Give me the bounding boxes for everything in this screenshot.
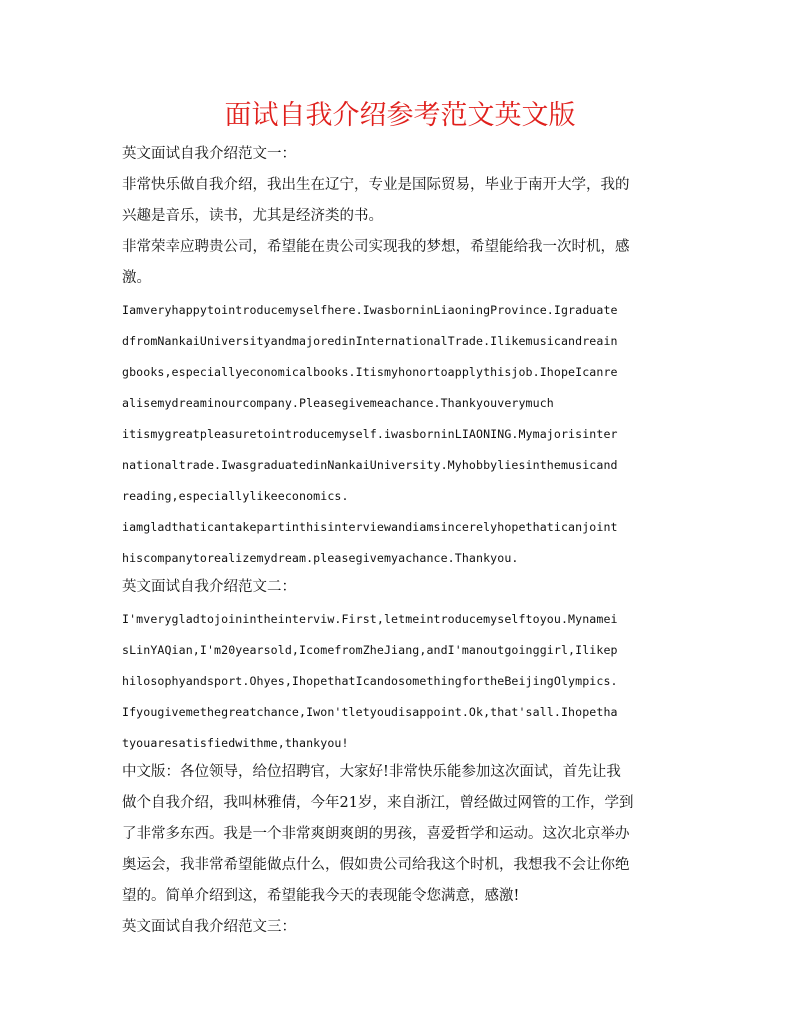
- paragraph-line: Ifyougivemethegreatchance,Iwon'tletyoudisappoint.Ok,that'sall.Ihopetha: [122, 705, 618, 719]
- paragraph-line: dfromNankaiUniversityandmajoredinInternationalTrade.Ilikemusicandreain: [122, 334, 618, 348]
- paragraph-line: Iamveryhappytointroducemyselfhere.IwasborninLiaoningProvince.Igraduate: [122, 303, 618, 317]
- paragraph-line: 非常快乐做自我介绍，我出生在辽宁，专业是国际贸易，毕业于南开大学，我的: [122, 177, 630, 193]
- paragraph-line: 中文版：各位领导，给位招聘官，大家好!非常快乐能参加这次面试，首先让我: [122, 764, 621, 780]
- paragraph-line: sLinYAQian,I'm20yearsold,IcomefromZheJiang,andI'manoutgoinggirl,Ilikep: [122, 643, 618, 657]
- section-heading: 英文面试自我介绍范文二：: [122, 579, 296, 595]
- paragraph-line: gbooks,especiallyeconomicalbooks.Itismyhonortoapplythisjob.IhopeIcanre: [122, 365, 618, 379]
- paragraph-line: alisemydreaminourcompany.Pleasegivemeachance.Thankyouverymuch: [122, 396, 554, 410]
- paragraph-line: 非常荣幸应聘贵公司，希望能在贵公司实现我的梦想，希望能给我一次时机，感: [122, 239, 630, 255]
- paragraph-line: nationaltrade.IwasgraduatedinNankaiUniversity.Myhobbyliesinthemusicand: [122, 458, 618, 472]
- document-title: 面试自我介绍参考范文英文版: [224, 100, 576, 131]
- paragraph-line: 激。: [122, 270, 151, 286]
- paragraph-line: hilosophyandsport.Ohyes,IhopethatIcandosomethingfortheBeijingOlympics.: [122, 674, 618, 688]
- paragraph-line: tyouaresatisfiedwithme,thankyou!: [122, 736, 349, 750]
- paragraph-line: 了非常多东西。我是一个非常爽朗爽朗的男孩，喜爱哲学和运动。这次北京举办: [122, 826, 630, 842]
- paragraph-line: itismygreatpleasuretointroducemyself.iwasborninLIAONING.Mymajorisinter: [122, 427, 618, 441]
- paragraph-line: 奥运会，我非常希望能做点什么，假如贵公司给我这个时机，我想我不会让你绝: [122, 857, 630, 873]
- paragraph-line: 做个自我介绍，我叫林雅倩，今年21岁，来自浙江，曾经做过网管的工作，学到: [122, 795, 634, 811]
- paragraph-line: iamgladthaticantakepartinthisinterviewandiamsincerelyhopethaticanjoint: [122, 520, 618, 534]
- paragraph-line: 望的。简单介绍到这，希望能我今天的表现能令您满意，感激!: [122, 888, 520, 904]
- paragraph-line: reading,especiallylikeeconomics.: [122, 489, 349, 503]
- section-heading: 英文面试自我介绍范文三：: [122, 919, 296, 935]
- paragraph-line: I'mverygladtojoinintheinterviw.First,letmeintroducemyselftoyou.Mynamei: [122, 612, 618, 626]
- paragraph-line: hiscompanytorealizemydream.pleasegivemyachance.Thankyou.: [122, 551, 519, 565]
- paragraph-line: 兴趣是音乐，读书，尤其是经济类的书。: [122, 208, 383, 224]
- section-heading: 英文面试自我介绍范文一：: [122, 146, 296, 162]
